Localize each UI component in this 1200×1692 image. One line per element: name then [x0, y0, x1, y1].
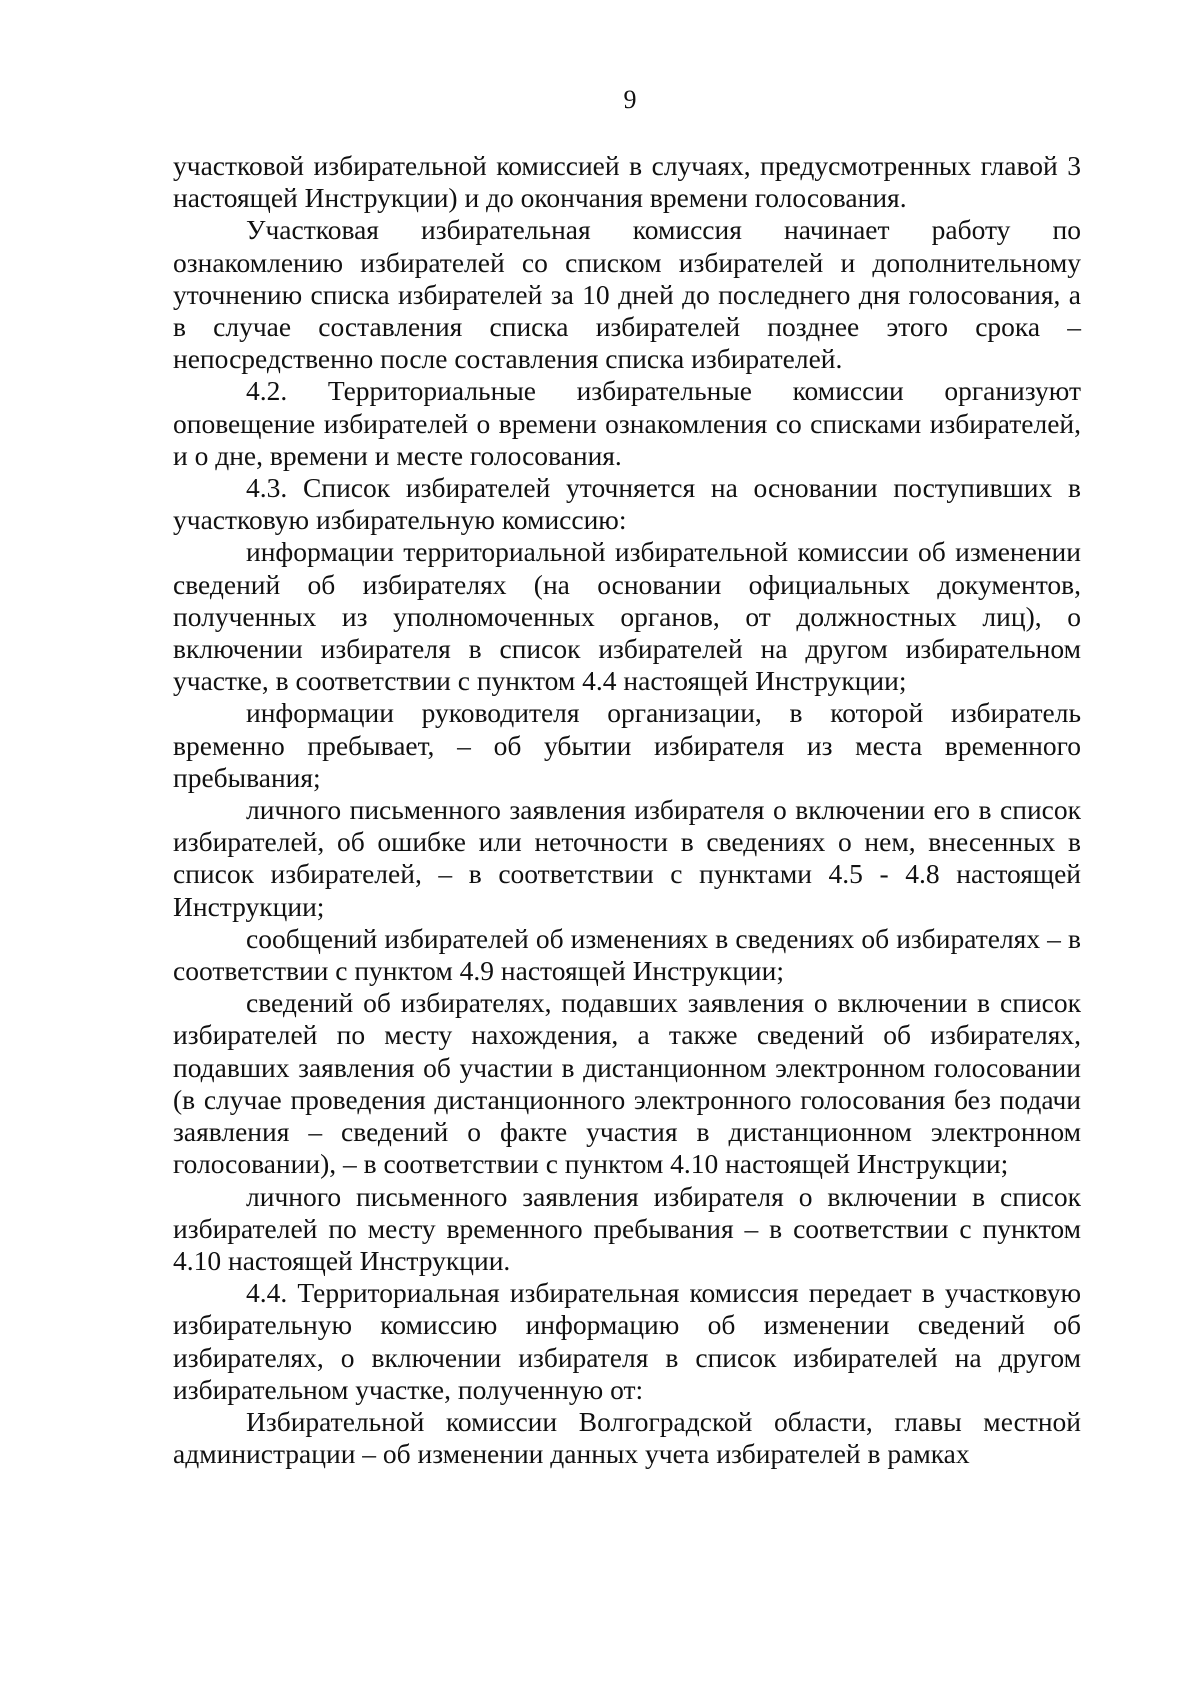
paragraph: Избирательной комиссии Волгоградской области, главы местной администрации – об изменении данных учета избирателей в рамках	[173, 1405, 1081, 1470]
page-number: 9	[623, 85, 637, 114]
paragraph-4-3: 4.3. Список избирателей уточняется на основании поступивших в участковую избирательную комиссию:	[173, 472, 1081, 536]
list-item-paragraph: личного письменного заявления избирателя о включении в список избирателей по месту временного пребывания – в соответствии с пунктом 4.10 настоящей Инструкции.	[173, 1180, 1081, 1276]
paragraph: Участковая избирательная комиссия начинает работу по ознакомлению избирателей со списком избирателей и дополнительному уточнению списка избирателей за 10 дней до последнего дня голосования, а в случае составления списка избирателей позднее этого срока – непосредственно после составления списка избирателей.	[173, 214, 1081, 375]
paragraph-4-4: 4.4. Территориальная избирательная комиссия передает в участковую избирательную комиссию информацию об изменении сведений об избирателях, о включении избирателя в список избирателей на другом избирательном участке, полученную от:	[173, 1277, 1081, 1405]
list-item-paragraph: информации руководителя организации, в которой избиратель временно пребывает, – об убытии избирателя из места временного пребывания;	[173, 697, 1081, 793]
list-item-paragraph: сведений об избирателях, подавших заявления о включении в список избирателей по месту нахождения, а также сведений об избирателях, подавших заявления об участии в дистанционном электронном голосовании (в случае проведения дистанционного электронного голосования без подачи заявления – сведений о факте участия в дистанционном электронном голосовании), – в соответствии с пунктом 4.10 настоящей Инструкции;	[173, 987, 1081, 1180]
list-item-paragraph: личного письменного заявления избирателя о включении его в список избирателей, об ошибке или неточности в сведениях о нем, внесенных в список избирателей, – в соответствии с пунктами 4.5 - 4.8 настоящей Инструкции;	[173, 794, 1081, 922]
document-body	[173, 150, 1081, 1470]
paragraph-continuation: участковой избирательной комиссией в случаях, предусмотренных главой 3 настоящей Инструкции) и до окончания времени голосования.	[173, 150, 1081, 214]
list-item-paragraph: сообщений избирателей об изменениях в сведениях об избирателях – в соответствии с пунктом 4.9 настоящей Инструкции;	[173, 922, 1081, 987]
list-item-paragraph: информации территориальной избирательной комиссии об изменении сведений об избирателях (на основании официальных документов, полученных из уполномоченных органов, от должностных лиц), о включении избирателя в список избирателей на другом избирательном участке, в соответствии с пунктом 4.4 настоящей Инструкции;	[173, 536, 1081, 697]
paragraph-4-2: 4.2. Территориальные избирательные комиссии организуют оповещение избирателей о времени ознакомления со списками избирателей, и о дне, времени и месте голосования.	[173, 375, 1081, 471]
